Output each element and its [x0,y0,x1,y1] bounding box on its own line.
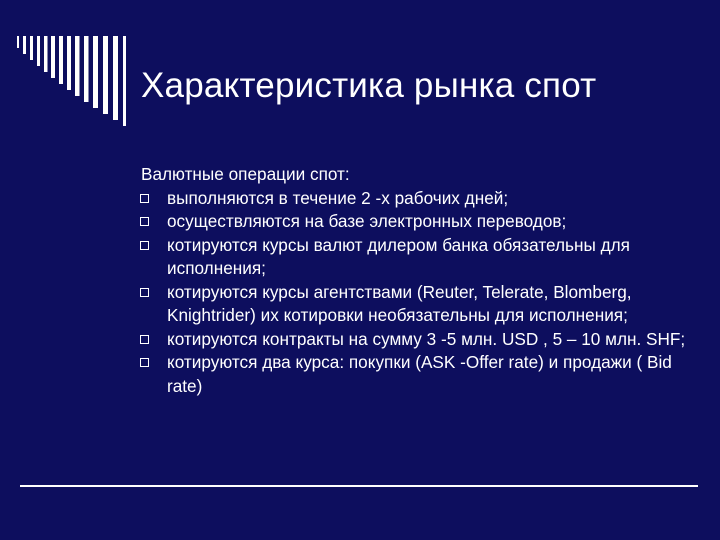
hollow-square-icon [140,358,149,367]
slide-body [140,163,700,398]
decorative-stripes-icon [0,0,140,130]
bullet-list [140,187,700,399]
hollow-square-icon [140,335,149,344]
list-item [140,351,700,398]
list-item [140,234,700,281]
list-item [140,281,700,328]
list-item [140,328,700,352]
intro-text: Валютные операции спот: [141,164,350,184]
list-item-text: котируются два курса: покупки (ASK -Offer rate) и продажи ( Bid rate) [167,352,672,396]
list-item-text: котируются контракты на сумму 3 -5 млн. USD , 5 – 10 млн. SHF; [167,328,686,349]
list-item-text: осуществляются на базе электронных переводов; [167,211,567,231]
list-item-text: выполняются в течение 2 -х рабочих дней; [167,187,509,208]
list-item-text: котируются курсы валют дилером банка обязательны для исполнения; [167,234,630,278]
bottom-divider [20,485,698,487]
hollow-square-icon [140,288,149,297]
slide-title: Характеристика рынка спот [141,66,597,105]
list-item [140,210,700,234]
hollow-square-icon [140,217,149,226]
hollow-square-icon [140,194,149,203]
list-item [140,187,700,211]
list-item-text: котируются курсы агентствами (Reuter, Telerate, Blomberg, Knightrider) их котировки необязательны для исполнения; [167,281,632,325]
hollow-square-icon [140,241,149,250]
